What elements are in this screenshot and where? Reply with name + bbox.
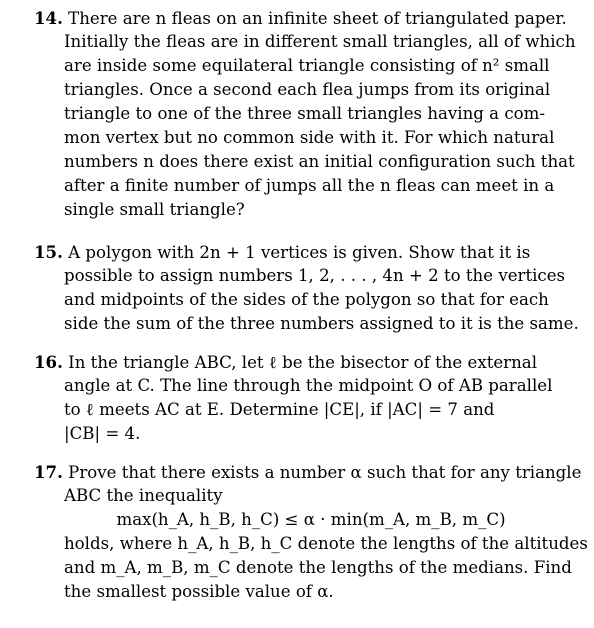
problem-14-line-5: triangle to one of the three small triangles having a com- bbox=[64, 104, 545, 123]
problem-16-text-1: In the triangle ABC, let ℓ be the bisector of the external bbox=[68, 353, 538, 372]
problem-17-line-2: ABC the inequality bbox=[64, 486, 223, 505]
problem-14 bbox=[34, 6, 576, 222]
problem-14-line-1 bbox=[34, 6, 567, 30]
problem-15-line-3: and midpoints of the sides of the polygon so that for each bbox=[64, 290, 549, 309]
problem-14-line-4: triangles. Once a second each flea jumps from its original bbox=[64, 80, 551, 99]
problem-16-line-1 bbox=[34, 350, 558, 374]
problem-number: 17. bbox=[34, 462, 63, 482]
problem-17-line-5: and m_A, m_B, m_C denote the lengths of the medians. Find bbox=[64, 558, 572, 577]
problem-number: 14. bbox=[34, 8, 63, 28]
problem-16 bbox=[34, 350, 558, 446]
problem-14-line-3: are inside some equilateral triangle consisting of n² small bbox=[64, 56, 550, 75]
problem-16-line-3: to ℓ meets AC at E. Determine |CE|, if |AC| = 7 and bbox=[64, 400, 495, 419]
problem-17 bbox=[34, 460, 588, 604]
problem-17-formula: max(h_A, h_B, h_C) ≤ α · min(m_A, m_B, m_C) bbox=[116, 510, 506, 529]
problem-15 bbox=[34, 240, 579, 336]
problem-17-line-6: the smallest possible value of α. bbox=[64, 582, 334, 601]
problem-14-line-6: mon vertex but no common side with it. For which natural bbox=[64, 128, 555, 147]
problem-14-line-9: single small triangle? bbox=[64, 200, 245, 219]
problem-15-line-2: possible to assign numbers 1, 2, . . . , 4n + 2 to the vertices bbox=[64, 266, 566, 285]
problem-number: 16. bbox=[34, 352, 63, 372]
problem-16-line-4: |CB| = 4. bbox=[64, 424, 141, 443]
problem-14-line-2: Initially the fleas are in different small triangles, all of which bbox=[64, 32, 576, 51]
problem-number: 15. bbox=[34, 242, 63, 262]
problem-14-line-7: numbers n does there exist an initial configuration such that bbox=[64, 152, 575, 171]
problem-14-line-8: after a finite number of jumps all the n fleas can meet in a bbox=[64, 176, 555, 195]
problem-14-text-1: There are n fleas on an infinite sheet of triangulated paper. bbox=[68, 9, 567, 28]
problem-17-line-4: holds, where h_A, h_B, h_C denote the lengths of the altitudes bbox=[64, 534, 588, 553]
problem-16-line-2: angle at C. The line through the midpoint O of AB parallel bbox=[64, 376, 553, 395]
problem-15-text-1: A polygon with 2n + 1 vertices is given. Show that it is bbox=[68, 243, 531, 262]
problem-15-line-4: side the sum of the three numbers assigned to it is the same. bbox=[64, 314, 579, 333]
problem-15-line-1 bbox=[34, 240, 558, 264]
problem-17-text-1: Prove that there exists a number α such that for any triangle bbox=[68, 463, 582, 482]
problem-17-line-1 bbox=[34, 460, 582, 484]
